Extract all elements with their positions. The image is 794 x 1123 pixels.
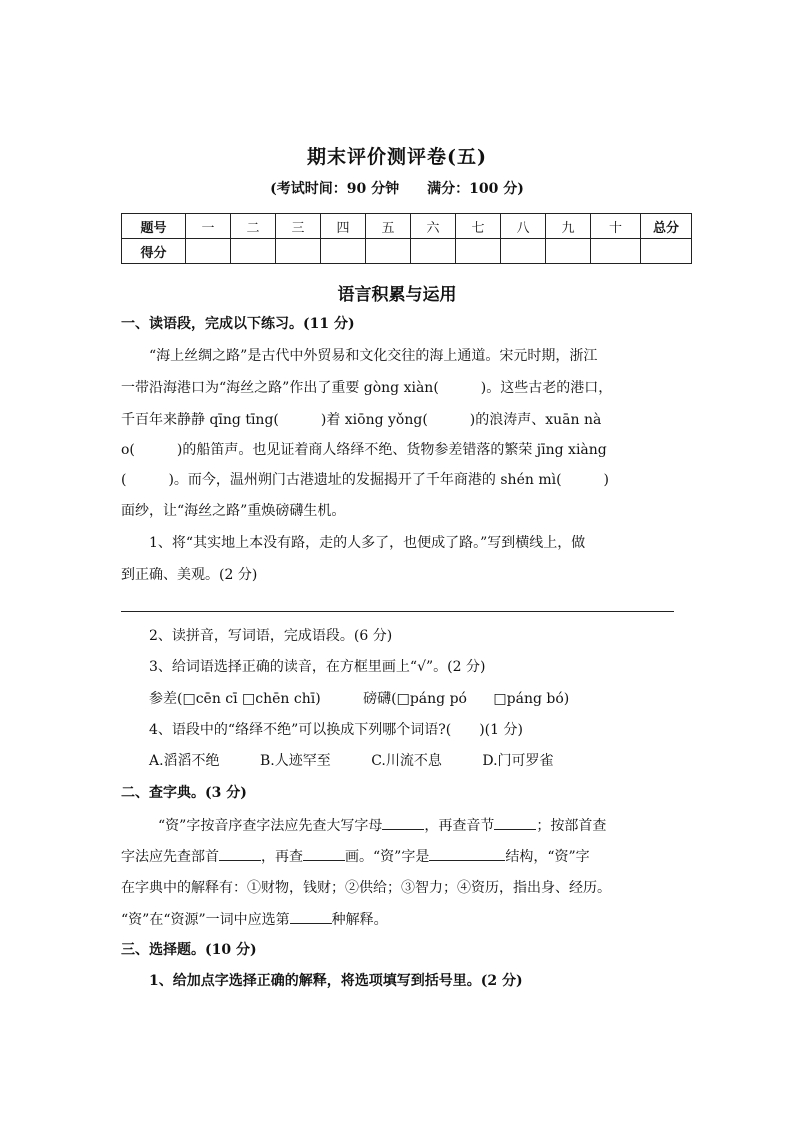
text-segment: 画。“资”字是 — [345, 849, 430, 865]
table-cell: 五 — [366, 214, 411, 239]
sub-question-3: 3、给词语选择正确的读音，在方框里画上“√”。(2 分) — [149, 659, 486, 675]
fill-blank[interactable] — [303, 846, 345, 861]
score-cell[interactable] — [366, 239, 411, 264]
passage-line: “海上丝绸之路”是古代中外贸易和文化交往的海上通道。宋元时期，浙江 — [149, 348, 598, 364]
text-segment: 种解释。 — [331, 912, 388, 928]
question-2-heading: 二、查字典。(3 分) — [121, 785, 247, 801]
table-cell: 十 — [591, 214, 641, 239]
exam-time: (考试时间：90 分钟 — [270, 181, 400, 197]
answer-line[interactable] — [121, 611, 674, 612]
score-cell[interactable] — [321, 239, 366, 264]
exam-info — [0, 178, 794, 198]
option-word-2b[interactable]: □páng bó) — [493, 691, 570, 707]
table-cell: 四 — [321, 214, 366, 239]
score-cell[interactable] — [546, 239, 591, 264]
question-1-heading: 一、读语段，完成以下练习。(11 分) — [121, 316, 355, 332]
dictionary-line-3: 在字典中的解释有：①财物，钱财；②供给；③智力；④资历，指出身、经历。 — [121, 880, 611, 896]
sub-question-2: 2、读拼音，写词语，完成语段。(6 分) — [149, 628, 393, 644]
fill-blank[interactable] — [382, 815, 424, 830]
sub-question-1-cont: 到正确、美观。(2 分) — [121, 567, 258, 583]
score-table-score-row — [122, 239, 692, 264]
exam-full-score: 满分：100 分) — [427, 181, 524, 197]
table-cell: 七 — [456, 214, 501, 239]
score-table — [121, 213, 692, 264]
passage-line: 千百年来静静 qīng tīng( )着 xiōng yǒng( )的浪涛声、xuān nà — [121, 412, 602, 428]
passage-line: 一带沿海港口为“海丝之路”作出了重要 gòng xiàn( )。这些古老的港口， — [121, 380, 613, 396]
passage-line: ( )。而今，温州朔门古港遗址的发掘揭开了千年商港的 shén mì( ) — [121, 472, 610, 488]
score-cell[interactable] — [641, 239, 692, 264]
question-3-heading: 三、选择题。(10 分) — [121, 942, 257, 958]
dictionary-line-4 — [121, 909, 388, 930]
sub-question-3-options — [149, 689, 569, 709]
table-cell: 六 — [411, 214, 456, 239]
passage-line: 面纱，让“海丝之路”重焕磅礴生机。 — [121, 503, 346, 519]
choice-d[interactable]: D.门可罗雀 — [482, 753, 554, 769]
score-cell[interactable] — [186, 239, 231, 264]
text-segment: “资”在“资源”一词中应选第 — [121, 912, 290, 928]
dictionary-line-1 — [158, 815, 606, 836]
table-cell: 得分 — [122, 239, 186, 264]
text-segment: 字法应先查部首 — [121, 849, 219, 865]
table-cell: 三 — [276, 214, 321, 239]
score-cell[interactable] — [501, 239, 546, 264]
page-title: 期末评价测评卷(五) — [307, 146, 487, 168]
choice-b[interactable]: B.人迹罕至 — [260, 753, 331, 769]
fill-blank[interactable] — [494, 815, 536, 830]
section-title: 语言积累与运用 — [337, 285, 457, 305]
option-word-2[interactable]: 磅礴(□páng pó — [363, 691, 467, 707]
choice-a[interactable]: A.滔滔不绝 — [149, 753, 220, 769]
fill-blank[interactable] — [429, 846, 505, 861]
table-cell: 二 — [231, 214, 276, 239]
fill-blank[interactable] — [290, 909, 332, 924]
text-segment: ，再查 — [261, 849, 303, 865]
score-cell[interactable] — [231, 239, 276, 264]
text-segment: “资”字按音序查字法应先查大写字母 — [158, 818, 383, 834]
score-cell[interactable] — [276, 239, 321, 264]
choice-c[interactable]: C.川流不息 — [371, 753, 442, 769]
sub-question-4: 4、语段中的“络绎不绝”可以换成下列哪个词语?( )(1 分) — [149, 722, 523, 738]
table-cell: 题号 — [122, 214, 186, 239]
text-segment: 结构，“资”字 — [505, 849, 590, 865]
dictionary-line-2 — [121, 846, 590, 867]
table-cell: 总分 — [641, 214, 692, 239]
sub-question-1: 1、将“其实地上本没有路，走的人多了，也便成了路。”写到横线上，做 — [149, 535, 586, 551]
passage-line: o( )的船笛声。也见证着商人络绎不绝、货物参差错落的繁荣 jīng xiàng — [121, 442, 607, 458]
score-cell[interactable] — [456, 239, 501, 264]
sub-question-4-options — [149, 751, 554, 771]
table-cell: 八 — [501, 214, 546, 239]
text-segment: ，再查音节 — [424, 818, 495, 834]
option-word-1[interactable]: 参差(□cēn cī □chēn chī) — [149, 691, 321, 707]
table-cell: 一 — [186, 214, 231, 239]
score-cell[interactable] — [591, 239, 641, 264]
table-cell: 九 — [546, 214, 591, 239]
text-segment: ；按部首查 — [536, 818, 607, 834]
score-cell[interactable] — [411, 239, 456, 264]
fill-blank[interactable] — [219, 846, 261, 861]
question-3-sub-1: 1、给加点字选择正确的解释，将选项填写到括号里。(2 分) — [149, 973, 523, 989]
score-table-header-row — [122, 214, 692, 239]
